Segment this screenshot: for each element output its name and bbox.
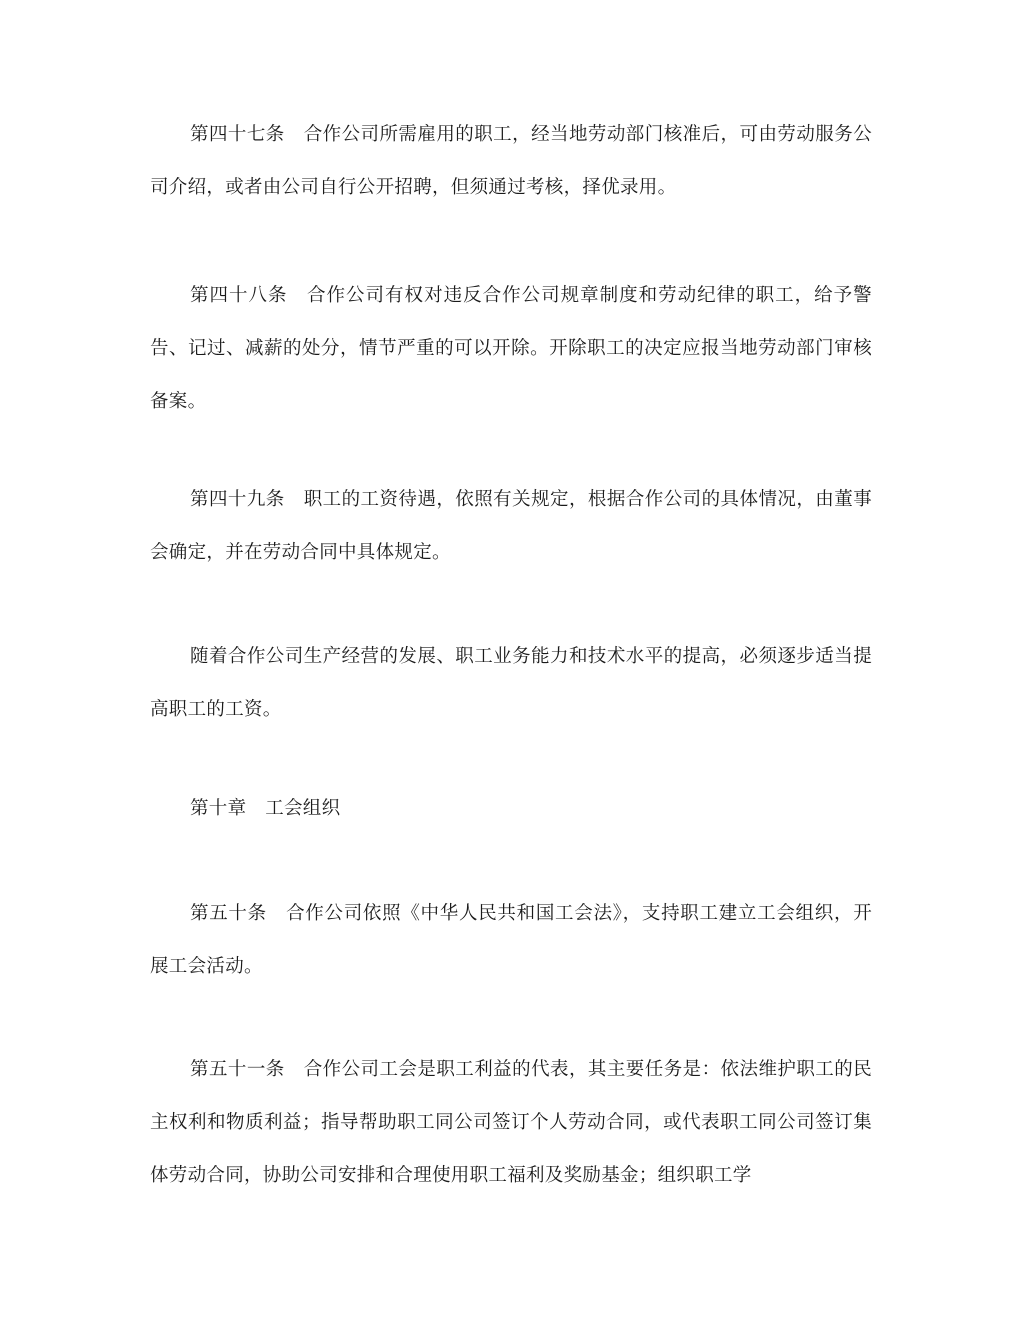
article-47-paragraph: 第四十七条 合作公司所需雇用的职工，经当地劳动部门核准后，可由劳动服务公司介绍，或者由公司自行公开招聘，但须通过考核，择优录用。 xyxy=(150,124,872,198)
article-50-paragraph: 第五十条 合作公司依照《中华人民共和国工会法》，支持职工建立工会组织，开展工会活动。 xyxy=(150,903,872,977)
article-51-paragraph: 第五十一条 合作公司工会是职工利益的代表，其主要任务是：依法维护职工的民主权利和物质利益；指导帮助职工同公司签订个人劳动合同，或代表职工同公司签订集体劳动合同，协助公司安排和合理使用职工福利及奖励基金；组织职工学 xyxy=(150,1059,872,1186)
article-48-paragraph: 第四十八条 合作公司有权对违反合作公司规章制度和劳动纪律的职工，给予警告、记过、减薪的处分，情节严重的可以开除。开除职工的决定应报当地劳动部门审核备案。 xyxy=(150,285,872,412)
article-49-paragraph: 第四十九条 职工的工资待遇，依照有关规定，根据合作公司的具体情况，由董事会确定，并在劳动合同中具体规定。 xyxy=(150,489,872,563)
chapter-heading: 第十章 工会组织 xyxy=(190,798,341,819)
wage-increase-paragraph: 随着合作公司生产经营的发展、职工业务能力和技术水平的提高，必须逐步适当提高职工的工资。 xyxy=(150,646,872,720)
